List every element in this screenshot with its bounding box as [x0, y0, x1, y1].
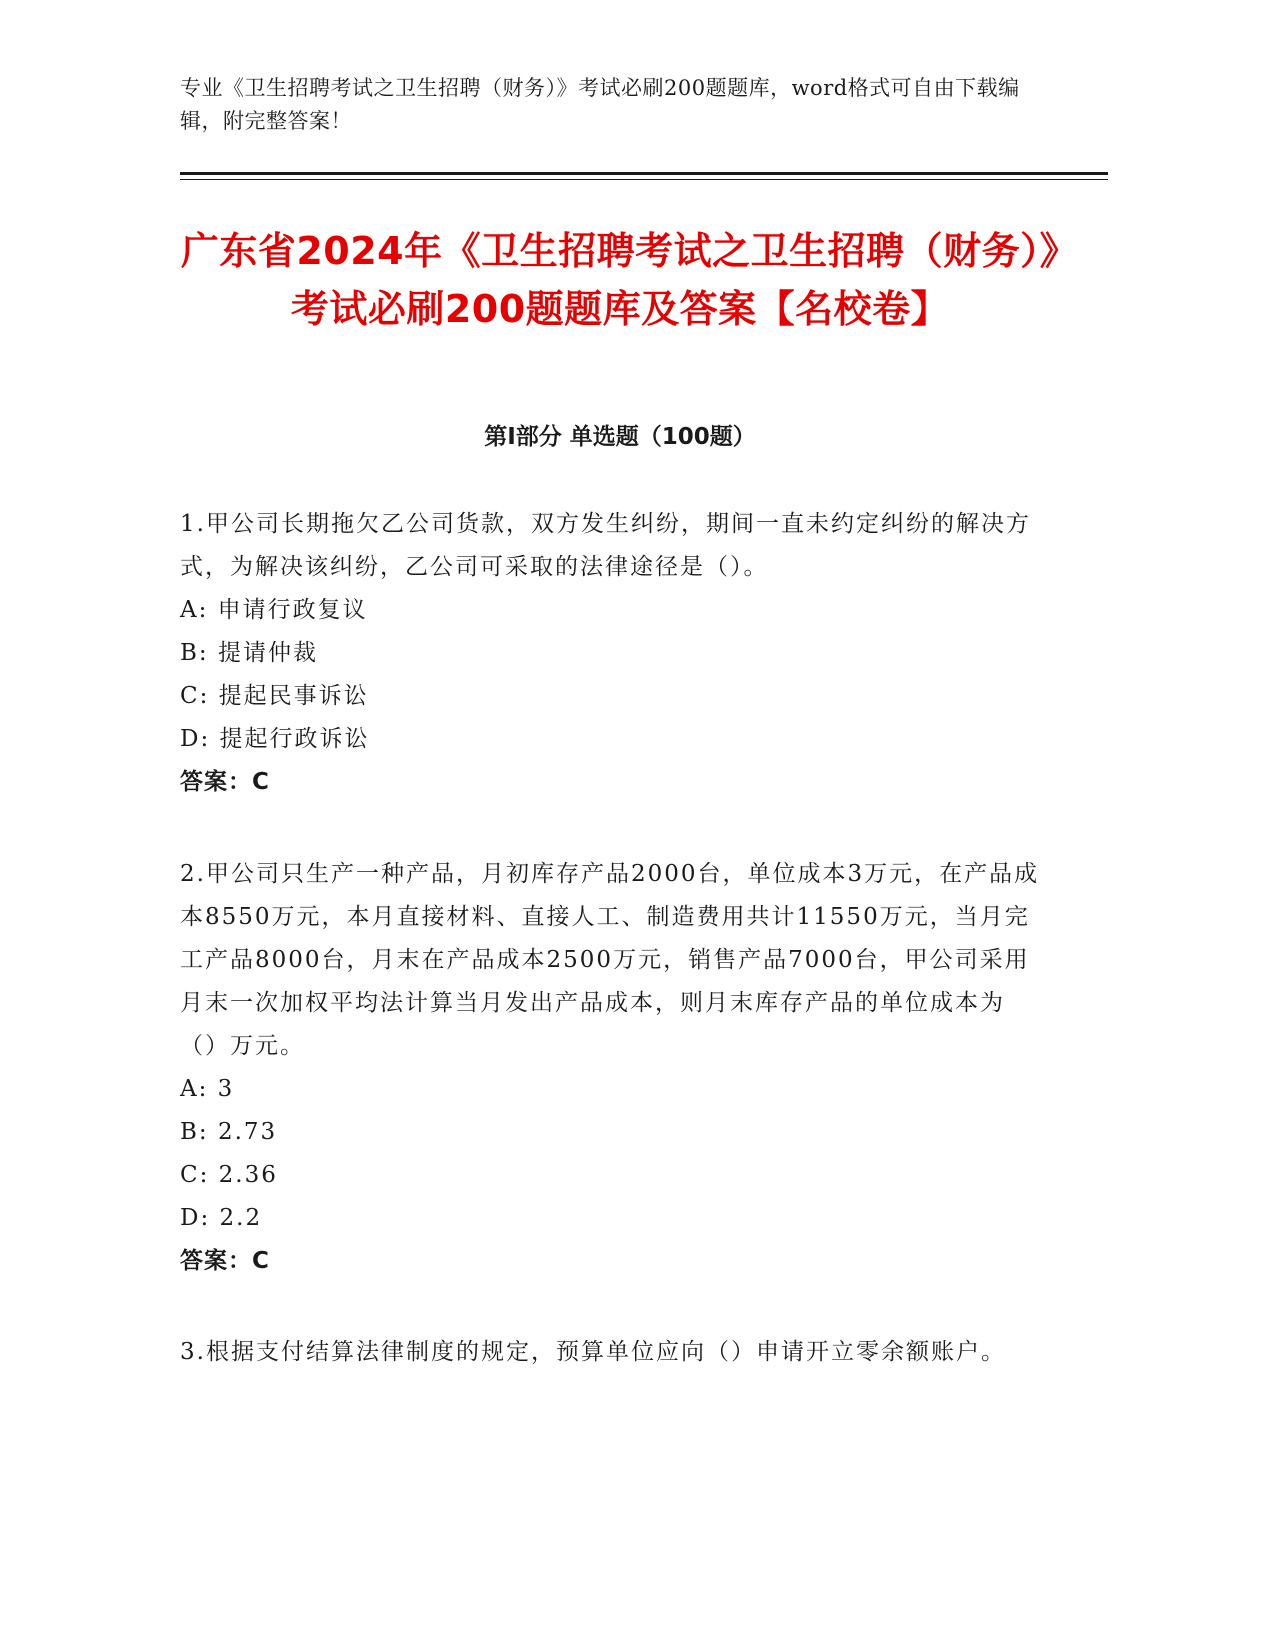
section-title: 第Ⅰ部分 单选题（100题）	[484, 424, 756, 450]
question-stem: 3.根据支付结算法律制度的规定，预算单位应向（）申请开立零余额账户。	[180, 1339, 1006, 1365]
question-block	[180, 503, 1040, 804]
option-b: B: 提请仲裁	[180, 640, 318, 666]
option-c: C: 提起民事诉讼	[180, 683, 369, 709]
answer-label: 答案：C	[180, 1248, 270, 1274]
question-block	[180, 1331, 1040, 1374]
option-d: D: 提起行政诉讼	[180, 726, 370, 752]
option-b: B: 2.73	[180, 1119, 278, 1145]
question-stem: 2.甲公司只生产一种产品，月初库存产品2000台，单位成本3万元，在产品成本8550万元，本月直接材料、直接人工、制造费用共计11550万元，当月完工产品8000台，月末在产品成本2500万元，销售产品7000台，甲公司采用月末一次加权平均法计算当月发出产品成本，则月末库存产品的单位成本为（）万元。	[180, 861, 1040, 1059]
option-a: A: 申请行政复议	[180, 597, 368, 623]
header-rule-thick	[180, 172, 1108, 175]
header-rule-thin	[180, 179, 1108, 180]
option-d: D: 2.2	[180, 1205, 263, 1231]
question-stem: 1.甲公司长期拖欠乙公司货款，双方发生纠纷，期间一直未约定纠纷的解决方式，为解决该纠纷，乙公司可采取的法律途径是（）。	[180, 511, 1031, 580]
answer-label: 答案：C	[180, 769, 270, 795]
question-block	[180, 853, 1040, 1283]
document-title: 广东省2024年《卫生招聘考试之卫生招聘（财务）》考试必刷200题题库及答案【名校卷】	[180, 229, 1060, 331]
header-note: 专业《卫生招聘考试之卫生招聘（财务）》考试必刷200题题库，word格式可自由下载编辑，附完整答案！	[180, 76, 1020, 133]
option-c: C: 2.36	[180, 1162, 278, 1188]
option-a: A: 3	[180, 1076, 235, 1102]
